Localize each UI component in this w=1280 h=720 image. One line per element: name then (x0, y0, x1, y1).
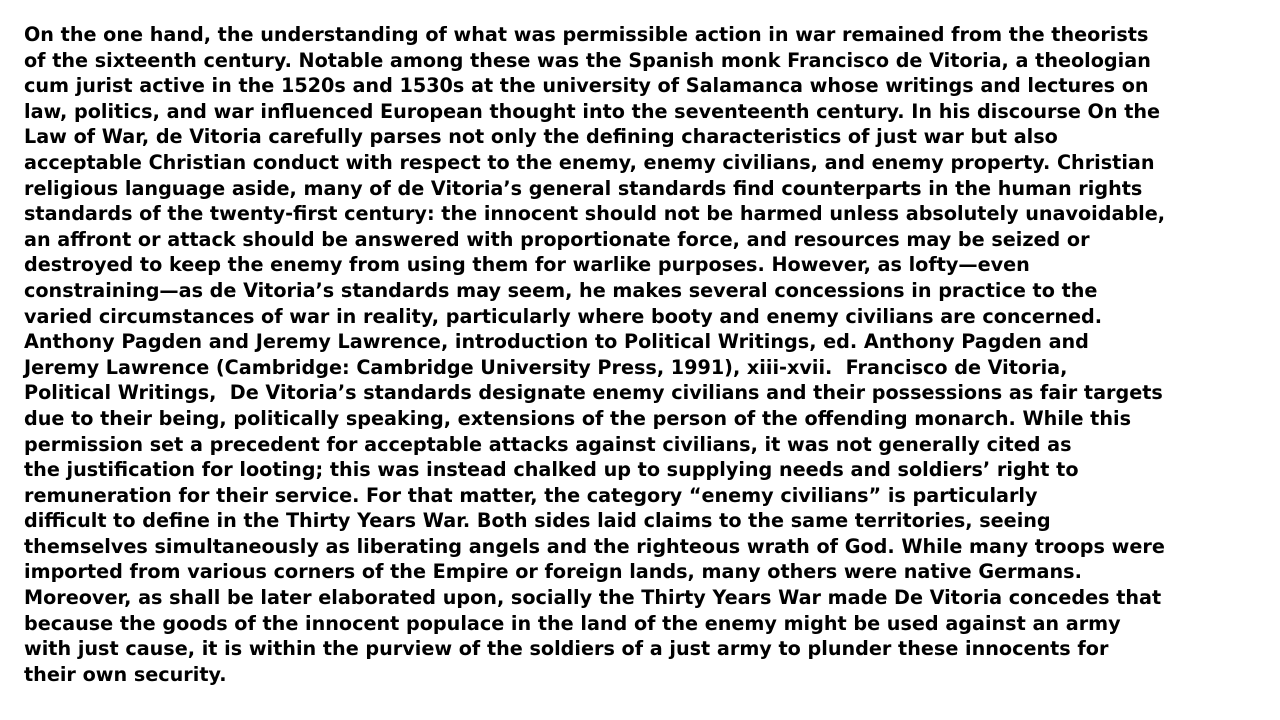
text-line: difficult to define in the Thirty Years War. Both sides laid claims to the same territories, seeing (24, 509, 1051, 533)
text-line: destroyed to keep the enemy from using them for warlike purposes. However, as lofty—even (24, 253, 1030, 277)
text-line: due to their being, politically speaking, extensions of the person of the offending monarch. While this (24, 406, 1132, 430)
text-line: Moreover, as shall be later elaborated upon, socially the Thirty Years War made De Vitoria concedes that (24, 586, 1162, 610)
text-line: themselves simultaneously as liberating angels and the righteous wrath of God. While many troops were (24, 534, 1165, 558)
text-line: acceptable Christian conduct with respect to the enemy, enemy civilians, and enemy property. Christian (24, 150, 1155, 174)
text-line: because the goods of the innocent populace in the land of the enemy might be used against an army (24, 611, 1121, 635)
text-line: of the sixteenth century. Notable among these was the Spanish monk Francisco de Vitoria, a theologian (24, 48, 1151, 72)
text-line: Law of War, de Vitoria carefully parses not only the defining characteristics of just war but also (24, 125, 1058, 149)
text-line: with just cause, it is within the purview of the soldiers of a just army to plunder these innocents for (24, 637, 1109, 661)
text-line: imported from various corners of the Empire or foreign lands, many others were native Germans. (24, 560, 1082, 584)
text-line: law, politics, and war influenced European thought into the seventeenth century. In his discourse On the (24, 99, 1161, 123)
text-line: Jeremy Lawrence (Cambridge: Cambridge University Press, 1991), xiii-xvii. Francisco de Vitoria, (24, 355, 1068, 379)
text-line: permission set a precedent for acceptable attacks against civilians, it was not generally cited as (24, 432, 1072, 456)
text-line: the justification for looting; this was instead chalked up to supplying needs and soldiers’ right to (24, 458, 1079, 482)
text-line: Anthony Pagden and Jeremy Lawrence, introduction to Political Writings, ed. Anthony Pagden and (24, 330, 1089, 354)
text-line: remuneration for their service. For that matter, the category “enemy civilians” is particularly (24, 483, 1038, 507)
text-line: cum jurist active in the 1520s and 1530s at the university of Salamanca whose writings and lectures on (24, 74, 1149, 98)
text-line: standards of the twenty-first century: the innocent should not be harmed unless absolutely unavoidable, (24, 202, 1166, 226)
text-line: constraining—as de Vitoria’s standards may seem, he makes several concessions in practice to the (24, 278, 1098, 302)
text-line: an affront or attack should be answered with proportionate force, and resources may be seized or (24, 227, 1090, 251)
document-body (24, 22, 1264, 687)
text-line: Political Writings, De Vitoria’s standards designate enemy civilians and their possessions as fair targets (24, 381, 1163, 405)
text-line: religious language aside, many of de Vitoria’s general standards find counterparts in the human rights (24, 176, 1143, 200)
text-line: On the one hand, the understanding of what was permissible action in war remained from the theorists (24, 23, 1149, 46)
text-line: their own security. (24, 662, 227, 686)
text-line: varied circumstances of war in reality, particularly where booty and enemy civilians are concerned. (24, 304, 1103, 328)
